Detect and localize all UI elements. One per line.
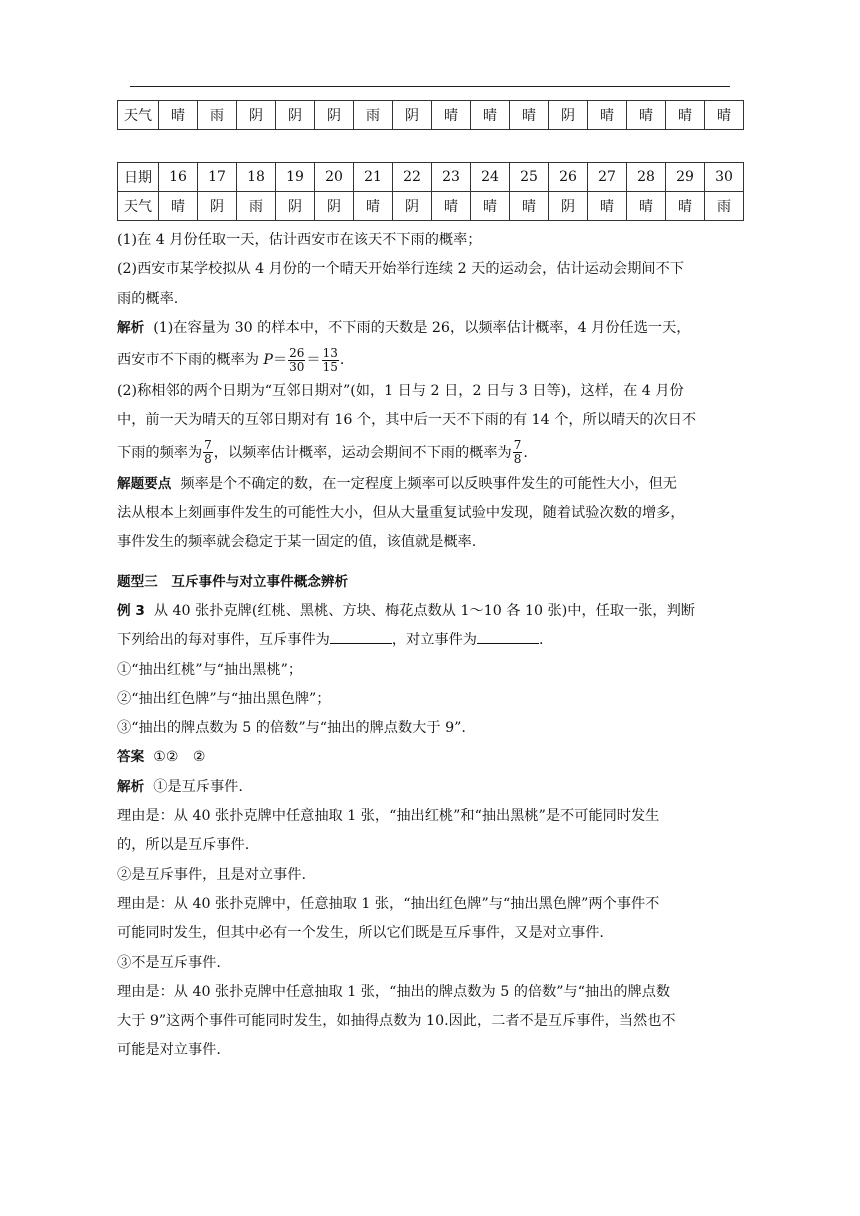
date-cell: 23 bbox=[432, 163, 471, 192]
weather-cell: 雨 bbox=[237, 192, 276, 221]
weather-cell: 晴 bbox=[666, 192, 705, 221]
solution-line-4: 中，前一天为晴天的互邻日期对有 16 个，其中后一天不下雨的有 14 个，所以晴天的次日不 bbox=[117, 412, 697, 429]
header-rule bbox=[130, 86, 730, 87]
reason-3-line-3: 可能是对立事件. bbox=[117, 1042, 221, 1059]
date-cell: 20 bbox=[315, 163, 354, 192]
period: . bbox=[538, 632, 544, 649]
solution-line-3: (2)称相邻的两个日期为“互邻日期对”(如，1 日与 2 日，2 日与 3 日等)，这样，在 4 月份 bbox=[117, 383, 684, 400]
weather-cell: 阴 bbox=[198, 192, 237, 221]
claim-2: ②是互斥事件，且是对立事件. bbox=[117, 866, 306, 883]
weather-cell: 阴 bbox=[276, 192, 315, 221]
example-line-2 bbox=[117, 626, 757, 655]
weather-cell: 晴 bbox=[588, 192, 627, 221]
table-row bbox=[118, 163, 744, 192]
weather-cell: 晴 bbox=[510, 101, 549, 130]
fraction-denominator: 30 bbox=[289, 359, 305, 374]
weather-cell: 阴 bbox=[315, 101, 354, 130]
fraction-denominator: 8 bbox=[204, 452, 212, 467]
solution-line-2 bbox=[117, 343, 757, 377]
date-cell: 16 bbox=[159, 163, 198, 192]
event-pair-2: ②“抽出红色牌”与“抽出黑色牌”； bbox=[117, 690, 331, 707]
key-points-line-1 bbox=[117, 470, 757, 499]
weather-cell: 晴 bbox=[666, 101, 705, 130]
example-text: ，对立事件为 bbox=[391, 632, 477, 649]
date-cell: 29 bbox=[666, 163, 705, 192]
date-cell: 17 bbox=[198, 163, 237, 192]
weather-cell: 阴 bbox=[549, 192, 588, 221]
key-points-text: 频率是个不确定的数，在一定程度上频率可以反映事件发生的可能性大小，但无 bbox=[171, 475, 677, 492]
weather-cell: 晴 bbox=[432, 101, 471, 130]
weather-cell: 阴 bbox=[393, 192, 432, 221]
date-cell: 27 bbox=[588, 163, 627, 192]
key-points-line-2: 法从根本上刻画事件发生的可能性大小，但从大量重复试验中发现，随着试验次数的增多， bbox=[117, 505, 685, 522]
weather-cell: 雨 bbox=[198, 101, 237, 130]
date-cell: 26 bbox=[549, 163, 588, 192]
period: . bbox=[523, 444, 528, 461]
row-label: 天气 bbox=[118, 101, 159, 130]
event-pair-1: ①“抽出红桃”与“抽出黑桃”； bbox=[117, 661, 303, 678]
date-cell: 22 bbox=[393, 163, 432, 192]
weather-cell: 晴 bbox=[588, 101, 627, 130]
reason-3-line-2: 大于 9”这两个事件可能同时发生，如抽得点数为 10.因此，二者不是互斥事件，当然也不 bbox=[117, 1013, 676, 1030]
solution-line-5 bbox=[117, 436, 757, 470]
fraction-26-30 bbox=[288, 347, 305, 374]
question-2-line-2: 雨的概率. bbox=[117, 290, 179, 307]
answer-label: 答案 bbox=[117, 749, 145, 766]
section-title: 题型三 互斥事件与对立事件概念辨析 bbox=[117, 573, 349, 590]
fraction-7-8 bbox=[513, 439, 523, 466]
table-row bbox=[118, 192, 744, 221]
answer-blank bbox=[330, 629, 392, 644]
reason-2-line-1: 理由是：从 40 张扑克牌中，任意抽取 1 张，“抽出红色牌”与“抽出黑色牌”两个事件不 bbox=[117, 895, 660, 912]
example-label: 例 3 bbox=[117, 602, 145, 619]
date-cell: 18 bbox=[237, 163, 276, 192]
solution-line-1 bbox=[117, 314, 757, 343]
reason-3-line-1: 理由是：从 40 张扑克牌中任意抽取 1 张，“抽出的牌点数为 5 的倍数”与“抽出的牌点数 bbox=[117, 983, 671, 1000]
weather-cell: 晴 bbox=[627, 101, 666, 130]
question-1: (1)在 4 月份任取一天，估计西安市在该天不下雨的概率； bbox=[117, 232, 482, 248]
fraction-7-8 bbox=[203, 439, 213, 466]
fraction-denominator: 8 bbox=[513, 452, 522, 467]
solution-label: 解析 bbox=[117, 319, 145, 336]
example-text: 从 40 张扑克牌(红桃、黑桃、方块、梅花点数从 1～10 各 10 张)中，任取一张，判断 bbox=[144, 602, 695, 619]
period: . bbox=[339, 352, 345, 369]
fraction-numerator: 7 bbox=[513, 438, 522, 453]
weather-cell: 晴 bbox=[471, 192, 510, 221]
reason-2-line-2: 可能同时发生，但其中必有一个发生，所以它们既是互斥事件，又是对立事件. bbox=[117, 925, 604, 942]
fraction-numerator: 13 bbox=[322, 345, 338, 360]
table-row bbox=[118, 101, 744, 130]
fraction-numerator: 26 bbox=[289, 345, 305, 360]
weather-cell: 雨 bbox=[705, 192, 744, 221]
analysis-text: ①是互斥事件. bbox=[144, 778, 243, 795]
date-cell: 19 bbox=[276, 163, 315, 192]
answer-blank bbox=[477, 629, 539, 644]
key-points-line-3: 事件发生的频率就会稳定于某一固定的值，该值就是概率. bbox=[117, 534, 477, 551]
analysis-label: 解析 bbox=[117, 778, 145, 795]
answer-line bbox=[117, 743, 757, 772]
weather-cell: 晴 bbox=[432, 192, 471, 221]
weather-cell: 阴 bbox=[276, 101, 315, 130]
weather-table-top bbox=[117, 100, 744, 130]
example-text: 下列给出的每对事件，互斥事件为 bbox=[117, 632, 330, 649]
equals-sign: ＝ bbox=[272, 352, 288, 369]
weather-cell: 晴 bbox=[471, 101, 510, 130]
example-line-1 bbox=[117, 597, 757, 626]
row-label: 日期 bbox=[118, 163, 159, 192]
weather-cell: 晴 bbox=[354, 192, 393, 221]
date-cell: 30 bbox=[705, 163, 744, 192]
weather-cell: 阴 bbox=[237, 101, 276, 130]
row-label: 天气 bbox=[118, 192, 159, 221]
reason-1-line-2: 的，所以是互斥事件. bbox=[117, 837, 250, 854]
solution-text: (1)在容量为 30 的样本中，不下雨的天数是 26，以频率估计概率，4 月份任选一天， bbox=[144, 319, 691, 336]
weather-cell: 阴 bbox=[549, 101, 588, 130]
reason-1-line-1: 理由是：从 40 张扑克牌中任意抽取 1 张，“抽出红桃”和“抽出黑桃”是不可能同时发生 bbox=[117, 808, 660, 825]
weather-cell: 晴 bbox=[159, 192, 198, 221]
weather-cell: 阴 bbox=[315, 192, 354, 221]
key-points-label: 解题要点 bbox=[117, 475, 172, 492]
weather-cell: 晴 bbox=[705, 101, 744, 130]
document-body bbox=[117, 226, 757, 1066]
weather-cell: 晴 bbox=[627, 192, 666, 221]
equals-sign: ＝ bbox=[306, 352, 321, 369]
solution-text: ，以频率估计概率，运动会期间不下雨的概率为 bbox=[213, 444, 512, 461]
question-2-line-1: (2)西安市某学校拟从 4 月份的一个晴天开始举行连续 2 天的运动会，估计运动会期间不下 bbox=[117, 261, 684, 278]
solution-text: 西安市不下雨的概率为 bbox=[117, 352, 264, 369]
weather-table-bottom bbox=[117, 162, 744, 221]
fraction-denominator: 15 bbox=[322, 359, 338, 374]
date-cell: 24 bbox=[471, 163, 510, 192]
date-cell: 25 bbox=[510, 163, 549, 192]
claim-3: ③不是互斥事件. bbox=[117, 954, 221, 971]
fraction-numerator: 7 bbox=[204, 438, 212, 453]
fraction-13-15 bbox=[322, 347, 339, 374]
date-cell: 28 bbox=[627, 163, 666, 192]
date-cell: 21 bbox=[354, 163, 393, 192]
probability-variable: P bbox=[263, 352, 273, 369]
solution-text: 下雨的频率为 bbox=[117, 444, 203, 461]
analysis-line-1 bbox=[117, 773, 757, 802]
weather-cell: 晴 bbox=[159, 101, 198, 130]
weather-cell: 雨 bbox=[354, 101, 393, 130]
weather-cell: 阴 bbox=[393, 101, 432, 130]
weather-cell: 晴 bbox=[510, 192, 549, 221]
event-pair-3: ③“抽出的牌点数为 5 的倍数”与“抽出的牌点数大于 9”. bbox=[117, 720, 466, 737]
answer-value: ①② ② bbox=[144, 749, 206, 766]
